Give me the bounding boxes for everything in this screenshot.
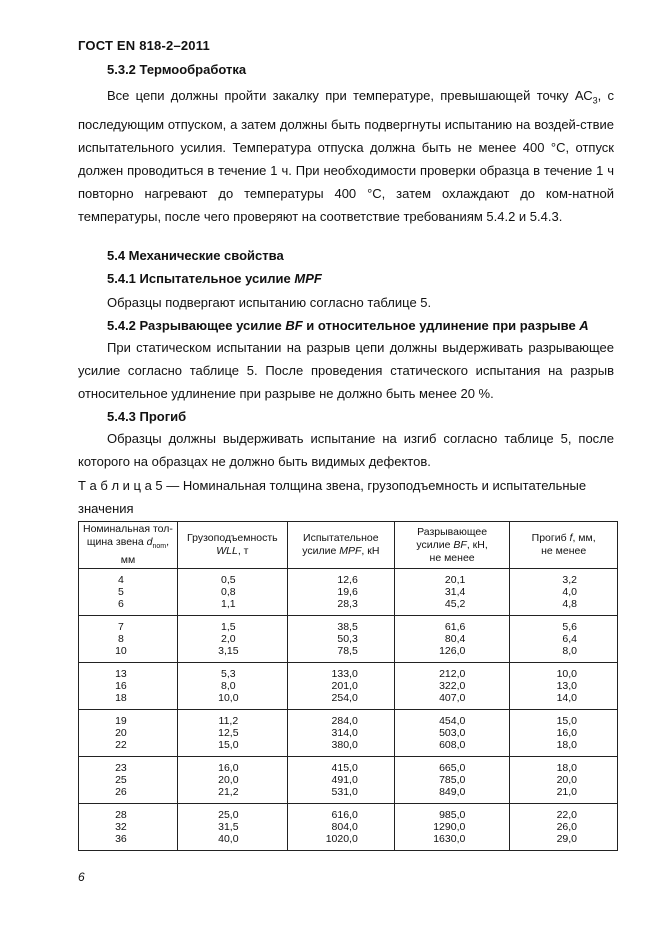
cell-mpf [287,757,394,804]
cell-value: 13,0 [556,680,577,692]
heading-5-4-3: 5.4.3 Прогиб [107,409,187,424]
cell-value: 50,3 [337,633,358,645]
cell-value: 415,0 [331,762,358,774]
cell-value: 19,6 [337,586,358,598]
heat-treatment-first-line: Все цепи должны пройти закалку при температуре, превышающей точку АС [107,88,593,103]
header-mpf: Испытательное усилие MPF, кН [287,522,394,569]
cell-wll [177,710,287,757]
cell-bf [394,616,510,663]
cell-value: 665,0 [439,762,466,774]
cell-value: 20,1 [444,574,466,586]
cell-value: 29,0 [556,833,577,845]
cell-mpf [287,569,394,616]
cell-wll [177,757,287,804]
paragraph-heat-treatment: Все цепи должны пройти закалку при температуре, превышающей точку $АС_3$, с последующим отпуском, а затем должны быть подвергнуты испытанию на воздей-ствие испытательного усилия. Температура отпуска должна быть не менее 400 °С, отпуск должен проводиться в течение 1 ч. При необходимости проверки образца в течение 1 ч повторно нагревают до температуры 400 °С, затем охлаждают до ком-натной температуры, после чего проверяют на соответствие требованиям 5.4.2 и 5.4.3. [78,88,614,224]
cell-value: 19 [115,715,127,727]
cell-value: 12,5 [218,727,239,739]
cell-value: 1290,0 [433,821,466,833]
table-5-title: — Номинальная толщина звена, грузоподъемность и испытательные значения [78,478,587,516]
cell-value: 126,0 [439,645,466,657]
paragraph-breaking-force: При статическом испытании на разрыв цепи должны выдерживать разрывающее усилие согласно таблице 5. После проведения статического испытания на разрыв относительное удлинение при разрыве не должно быть менее 20 %. [78,340,614,401]
cell-value: 26 [115,786,127,798]
cell-value: 4,0 [562,586,577,598]
cell-value: 5,6 [562,621,577,633]
cell-value: 12,6 [337,574,358,586]
cell-value: 0,8 [221,586,236,598]
cell-value: 5 [118,586,124,598]
cell-value: 2,0 [221,633,236,645]
cell-value: 21,2 [218,786,239,798]
cell-value: 380,0 [331,739,358,751]
cell-nominal-thickness [79,710,178,757]
cell-value: 80,4 [444,633,466,645]
table-header-row [79,522,618,569]
cell-value: 11,2 [218,715,239,727]
cell-value: 13 [115,668,127,680]
cell-value: 15,0 [218,739,239,751]
cell-value: 8 [118,633,124,645]
heading-5-3-2: 5.3.2 Термообработка [107,62,247,77]
cell-value: 18 [115,692,127,704]
header-nominal-thickness: Номинальная тол- щина звена $d_{nom}$, мм [79,522,178,569]
cell-nominal-thickness [79,569,178,616]
cell-value: 491,0 [331,774,358,786]
cell-bf [394,663,510,710]
cell-value: 785,0 [439,774,466,786]
cell-value: 16,0 [556,727,577,739]
table-row [79,616,618,663]
cell-value: 21,0 [556,786,577,798]
cell-mpf [287,710,394,757]
cell-deflection [510,616,618,663]
cell-wll [177,804,287,851]
paragraph-test-force: Образцы подвергают испытанию согласно таблице 5. [107,295,432,310]
heat-treatment-body: последующим отпуском, а затем должны быть подвергнуты испытанию на воздей-ствие испытательного усилия. Температура отпуска должна быть не менее 400 °С, отпуск должен проводиться в течение 1 ч. При необходимости проверки образца в течение 1 ч повторно нагревают до температуры 400 °С, затем охлаждают до ком-натной температуры, после чего проверяют на соответствие требованиям 5.4.2 и 5.4.3. [78,116,614,224]
cell-value: 8,0 [221,680,236,692]
cell-nominal-thickness [79,757,178,804]
cell-value: 133,0 [331,668,358,680]
cell-value: 1020,0 [325,833,358,845]
cell-nominal-thickness [79,663,178,710]
cell-value: 22,0 [556,809,577,821]
cell-value: 23 [115,762,127,774]
cell-wll [177,616,287,663]
cell-wll [177,663,287,710]
cell-nominal-thickness [79,616,178,663]
cell-value: 10,0 [556,668,577,680]
cell-wll [177,569,287,616]
cell-value: 985,0 [439,809,466,821]
cell-value: 608,0 [439,739,466,751]
cell-mpf [287,804,394,851]
cell-value: 36 [115,833,127,845]
cell-value: 3,2 [562,574,577,586]
cell-value: 7 [118,621,124,633]
cell-value: 40,0 [218,833,239,845]
cell-value: 16,0 [218,762,239,774]
header-deflection: Прогиб f, мм, не менее [510,522,618,569]
paragraph-deflection: Образцы должны выдерживать испытание на изгиб согласно таблице 5, после которого на образцах не должно быть видимых дефектов. [78,431,614,469]
cell-value: 3,15 [218,645,239,657]
table-5-label: Т а б л и ц а 5 [78,478,163,493]
cell-value: 254,0 [331,692,358,704]
cell-value: 284,0 [331,715,358,727]
cell-value: 849,0 [439,786,466,798]
header-wll: Грузоподъемность WLL, т [177,522,287,569]
cell-value: 1630,0 [433,833,466,845]
table-5 [78,521,618,851]
cell-value: 28 [115,809,127,821]
cell-bf [394,757,510,804]
cell-value: 1,1 [221,598,236,610]
heading-5-4-1: 5.4.1 Испытательное усилие MPF [107,271,322,286]
cell-value: 5,3 [221,668,236,680]
cell-value: 31,5 [218,821,239,833]
cell-value: 45,2 [444,598,466,610]
table-row [79,804,618,851]
cell-value: 25 [115,774,127,786]
cell-value: 1,5 [221,621,236,633]
header-bf: Разрывающее усилие BF, кН, не менее [394,522,510,569]
cell-value: 10 [115,645,127,657]
cell-value: 18,0 [556,739,577,751]
standard-code: ГОСТ EN 818-2–2011 [78,38,210,53]
cell-value: 531,0 [331,786,358,798]
heading-5-4: 5.4 Механические свойства [107,248,284,263]
cell-bf [394,710,510,757]
cell-value: 314,0 [331,727,358,739]
cell-value: 18,0 [556,762,577,774]
cell-value: 4,8 [562,598,577,610]
ac3-subscript: 3 [592,95,598,106]
cell-value: 22 [115,739,127,751]
table-5-body [79,569,618,851]
cell-value: 10,0 [218,692,239,704]
cell-value: 25,0 [218,809,239,821]
cell-value: 8,0 [562,645,577,657]
cell-value: 32 [115,821,127,833]
cell-value: 616,0 [331,809,358,821]
table-row [79,757,618,804]
table-row [79,710,618,757]
cell-value: 38,5 [337,621,358,633]
cell-value: 20 [115,727,127,739]
cell-value: 31,4 [444,586,466,598]
cell-value: 20,0 [218,774,239,786]
cell-deflection [510,710,618,757]
table-row [79,663,618,710]
cell-deflection [510,804,618,851]
cell-deflection [510,663,618,710]
cell-value: 26,0 [556,821,577,833]
cell-value: 16 [115,680,127,692]
cell-value: 6,4 [562,633,577,645]
cell-value: 28,3 [337,598,358,610]
heading-5-4-2: 5.4.2 Разрывающее усилие BF и относительное удлинение при разрыве A [107,318,589,333]
cell-deflection [510,757,618,804]
cell-mpf [287,616,394,663]
cell-mpf [287,663,394,710]
cell-value: 6 [118,598,124,610]
cell-value: 201,0 [331,680,358,692]
page-number: 6 [78,870,85,884]
cell-bf [394,804,510,851]
cell-value: 454,0 [439,715,466,727]
cell-value: 804,0 [331,821,358,833]
cell-value: 15,0 [556,715,577,727]
cell-bf [394,569,510,616]
cell-value: 0,5 [221,574,236,586]
cell-value: 61,6 [444,621,466,633]
cell-deflection [510,569,618,616]
cell-value: 20,0 [556,774,577,786]
cell-value: 322,0 [439,680,466,692]
cell-value: 78,5 [337,645,358,657]
table-row [79,569,618,616]
cell-value: 4 [118,574,124,586]
cell-value: 212,0 [439,668,466,680]
cell-value: 14,0 [556,692,577,704]
cell-value: 503,0 [439,727,466,739]
cell-value: 407,0 [439,692,466,704]
table-5-caption [78,474,618,520]
cell-nominal-thickness [79,804,178,851]
